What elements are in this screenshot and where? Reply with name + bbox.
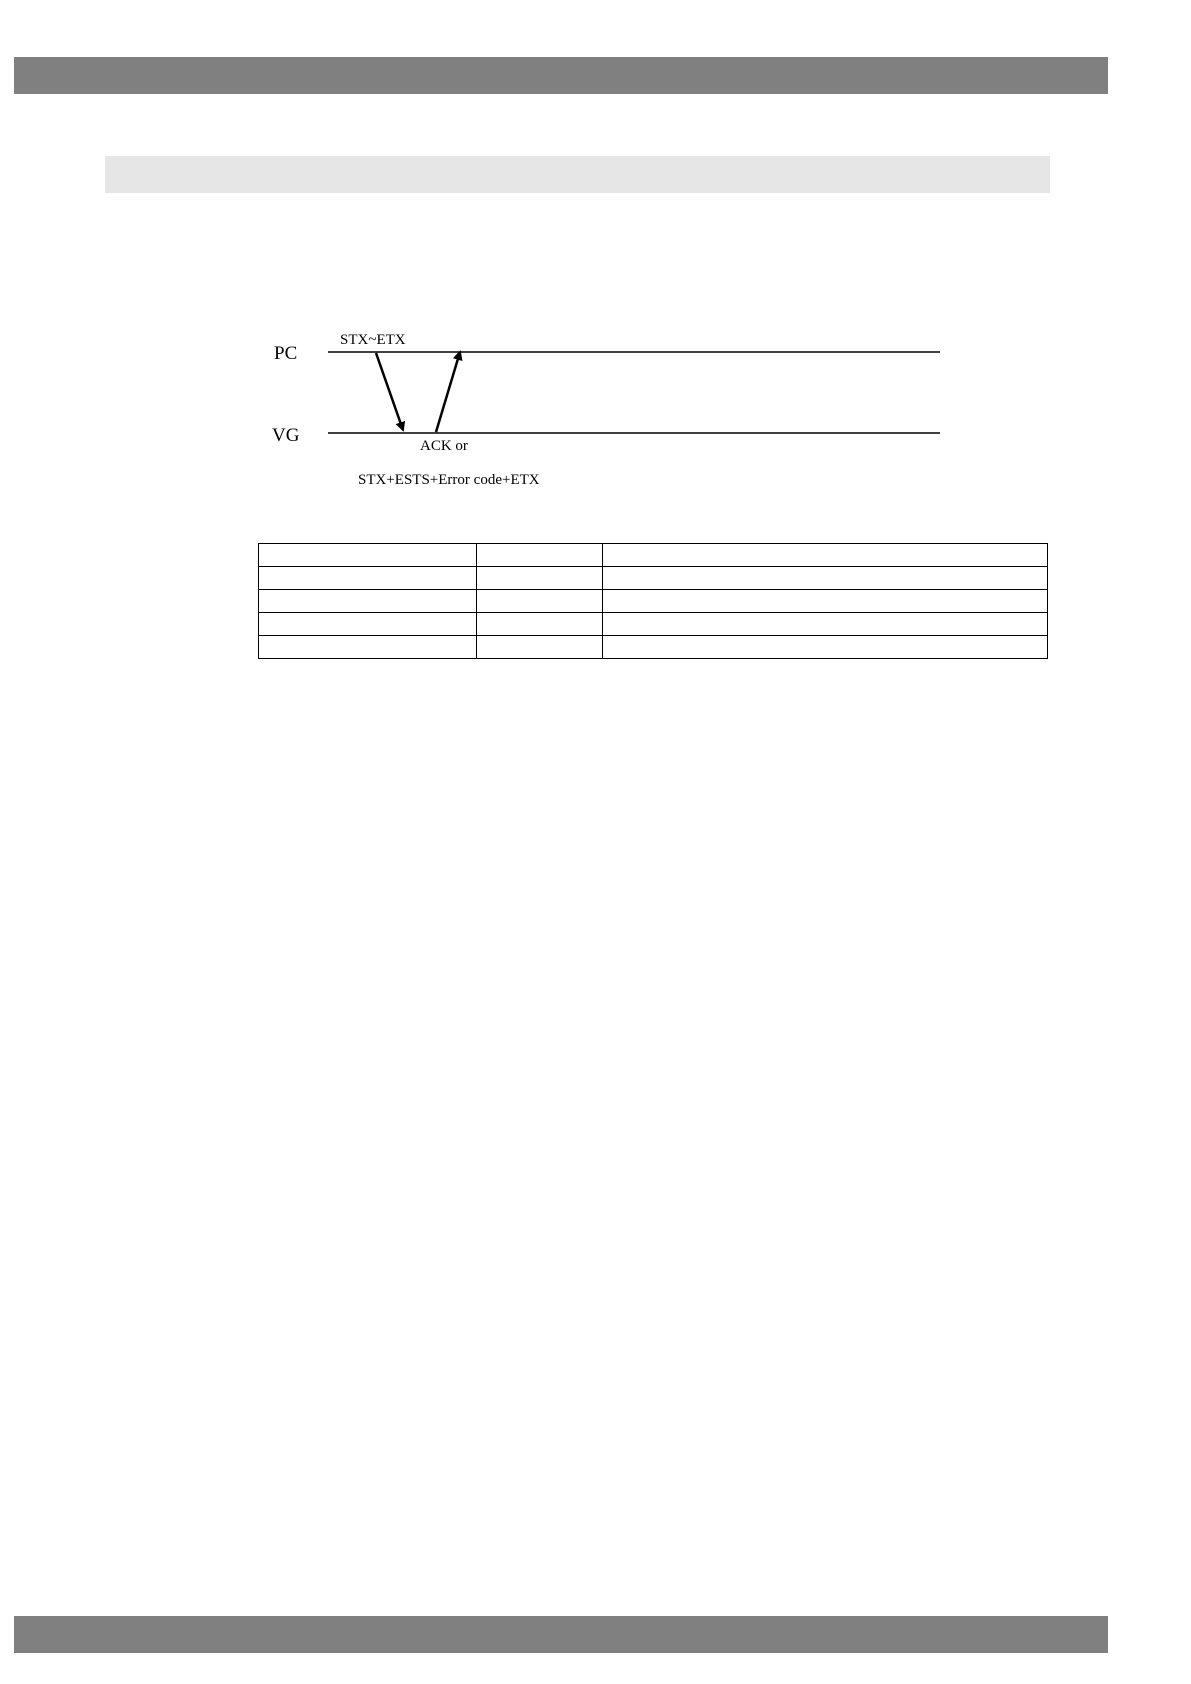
table-cell [477,613,603,636]
vg-label: VG [272,425,300,446]
table-cell [477,636,603,659]
table-cell [603,544,1048,567]
reply-label-line2: STX+ESTS+Error code+ETX [358,472,540,488]
table-cell [603,613,1048,636]
table-cell [603,590,1048,613]
reply-label-line1: ACK or [420,438,468,454]
table-cell [603,636,1048,659]
table-cell [259,613,477,636]
parameter-table [258,543,1048,659]
table-row [259,544,1048,567]
communication-sequence-diagram [0,0,1191,520]
table-row [259,567,1048,590]
table-cell [259,636,477,659]
pc-label: PC [274,343,298,364]
table-cell [477,567,603,590]
send-arrow [376,353,403,430]
table-cell [259,567,477,590]
table-cell [259,590,477,613]
table-cell [259,544,477,567]
reply-arrow [436,352,460,432]
table-row [259,590,1048,613]
send-label: STX~ETX [340,332,406,348]
table-row [259,636,1048,659]
table-cell [477,544,603,567]
table-row [259,613,1048,636]
footer-bar [14,1616,1108,1653]
table-cell [477,590,603,613]
table-cell [603,567,1048,590]
